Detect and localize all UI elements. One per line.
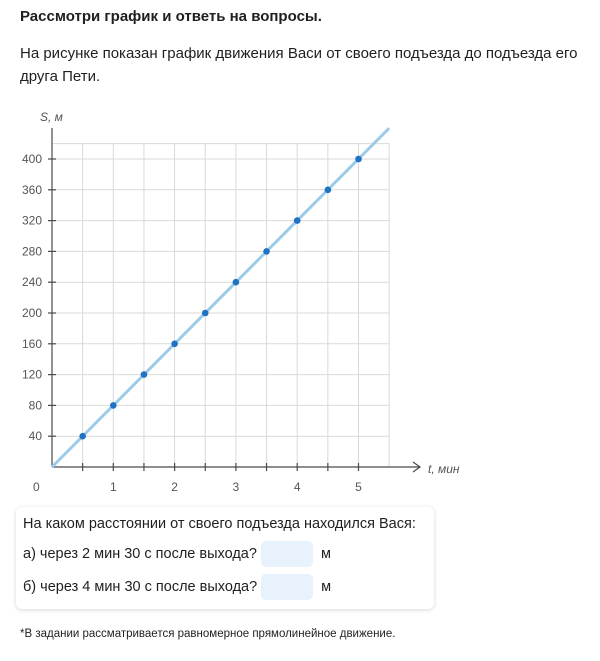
task-description: На рисунке показан график движения Васи от своего подъезда до подъезда его друга Пети. — [20, 45, 578, 85]
question-card — [16, 507, 434, 609]
answer-b-input[interactable] — [261, 574, 313, 600]
data-point — [294, 217, 301, 224]
data-point — [110, 402, 117, 409]
y-tick-label: 40 — [28, 429, 42, 444]
data-point — [263, 248, 270, 255]
answer-a-input[interactable] — [261, 541, 313, 567]
data-point — [79, 433, 86, 440]
y-tick-label: 120 — [21, 367, 42, 382]
answer-b-unit: м — [321, 579, 332, 595]
y-tick-label: 280 — [21, 244, 42, 259]
y-tick-label: 160 — [21, 336, 42, 351]
footnote: *В задании рассматривается равномерное прямолинейное движение. — [20, 628, 396, 640]
question-b-label: б) через 4 мин 30 с после выхода? — [23, 579, 258, 595]
y-axis-label: S, м — [40, 110, 63, 124]
origin-label: 0 — [33, 480, 40, 494]
y-tick-label: 360 — [21, 182, 42, 197]
x-tick-label: 1 — [109, 480, 117, 494]
y-tick-label: 80 — [28, 398, 42, 413]
data-point — [202, 310, 209, 317]
x-tick-label: 5 — [355, 480, 362, 494]
question-title: На каком расстоянии от своего подъезда находился Вася: — [23, 516, 416, 532]
x-tick-label: 3 — [232, 480, 240, 494]
data-point — [141, 371, 148, 378]
data-point — [171, 341, 178, 348]
task-title: Рассмотри график и ответь на вопросы. — [20, 8, 322, 25]
data-point — [325, 187, 332, 194]
y-tick-label: 400 — [21, 152, 42, 166]
data-point — [355, 156, 362, 163]
y-tick-label: 240 — [21, 275, 42, 290]
question-a-row — [23, 540, 331, 568]
x-tick-label: 4 — [293, 480, 301, 494]
x-axis-label: t, мин — [428, 462, 460, 476]
x-tick-label: 2 — [171, 480, 178, 494]
series-line — [52, 128, 389, 467]
distance-time-chart — [0, 100, 600, 500]
question-b-row — [23, 573, 331, 601]
y-tick-label: 200 — [21, 306, 42, 320]
data-point — [233, 279, 240, 286]
answer-a-unit: м — [320, 546, 331, 562]
question-a-label: а) через 2 мин 30 с после выхода? — [23, 546, 257, 562]
y-tick-label: 320 — [21, 213, 42, 228]
